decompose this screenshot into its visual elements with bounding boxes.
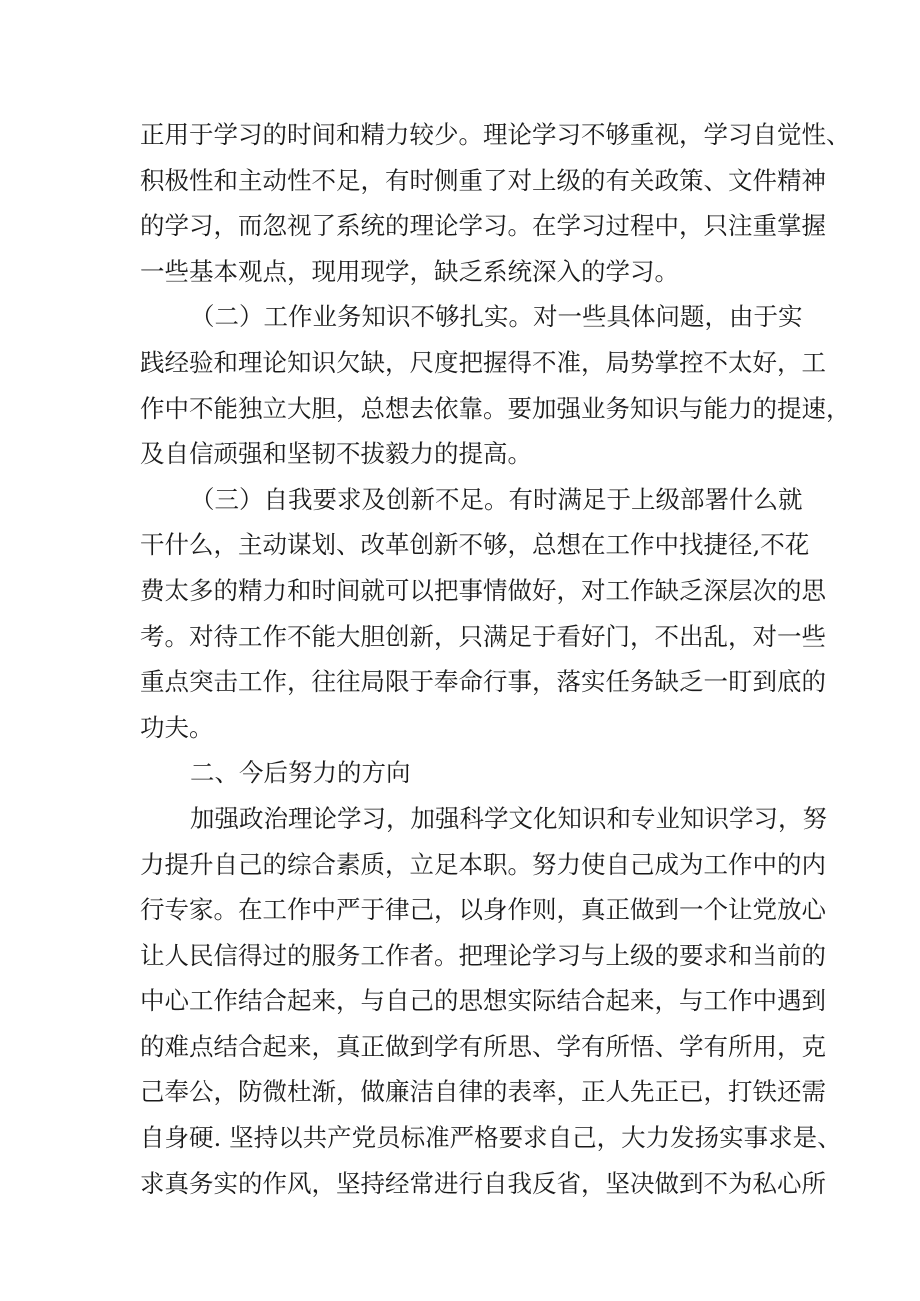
text-line: 求真务实的作风，坚持经常进行自我反省，坚决做到不为私心所: [140, 1168, 826, 1198]
paragraph-p4: [140, 796, 842, 1206]
paragraph-p1: [140, 112, 851, 294]
text-line: 重点突击工作，往往局限于奉命行事，落实任务缺乏一盯到底的: [140, 667, 826, 697]
text-line: 让人民信得过的服务工作者。把理论学习与上级的要求和当前的: [140, 940, 826, 970]
text-line: 的难点结合起来，真正做到学有所思、学有所悟、学有所用，克: [140, 1031, 826, 1061]
text-line: 行专家。在工作中严于律己，以身作则，真正做到一个让党放心: [140, 895, 826, 925]
text-line: （二）工作业务知识不够扎实。对一些具体问题，由于实: [190, 302, 803, 332]
paragraph-p2: [140, 294, 851, 476]
text-line: 积极性和主动性不足，有时侧重了对上级的有关政策、文件精神: [140, 165, 826, 195]
text-line: 功夫。: [140, 712, 214, 742]
text-line: 干什么，主动谋划、改革创新不够，总想在工作中找捷径,不花: [140, 530, 810, 560]
text-line: 考。对待工作不能大胆创新，只满足于看好门，不出乱，对一些: [140, 621, 826, 651]
text-line: 力提升自己的综合素质，立足本职。努力使自己成为工作中的内: [140, 849, 826, 879]
paragraph-p3: [140, 477, 826, 751]
section-heading-text: 二、今后努力的方向: [190, 758, 411, 788]
text-line: 的学习，而忽视了系统的理论学习。在学习过程中，只注重掌握: [140, 211, 826, 241]
text-line: 费太多的精力和时间就可以把事情做好，对工作缺乏深层次的思: [140, 575, 826, 605]
text-line: 加强政治理论学习，加强科学文化知识和专业知识学习，努: [190, 803, 827, 833]
text-line: 践经验和理论知识欠缺，尺度把握得不准，局势掌控不太好，工: [140, 347, 826, 377]
text-line: 己奉公，防微杜渐，做廉洁自律的表率，正人先正已，打铁还需: [140, 1077, 826, 1107]
text-line: 正用于学习的时间和精力较少。理论学习不够重视，学习自觉性、: [140, 120, 851, 149]
text-line: 一些基本观点，现用现学，缺乏系统深入的学习。: [140, 256, 679, 286]
text-line: （三）自我要求及创新不足。有时满足于上级部署什么就: [190, 484, 803, 514]
text-line: 作中不能独立大胆，总想去依靠。要加强业务知识与能力的提速，: [140, 393, 851, 423]
section-heading: [140, 750, 790, 796]
text-line: 自身硬. 坚持以共产党员标准严格要求自己，大力发扬实事求是、: [140, 1123, 842, 1153]
document-body: [140, 112, 851, 1206]
text-line: 及自信顽强和坚韧不拔毅力的提高。: [140, 439, 532, 469]
text-line: 中心工作结合起来，与自己的思想实际结合起来，与工作中遇到: [140, 986, 826, 1016]
